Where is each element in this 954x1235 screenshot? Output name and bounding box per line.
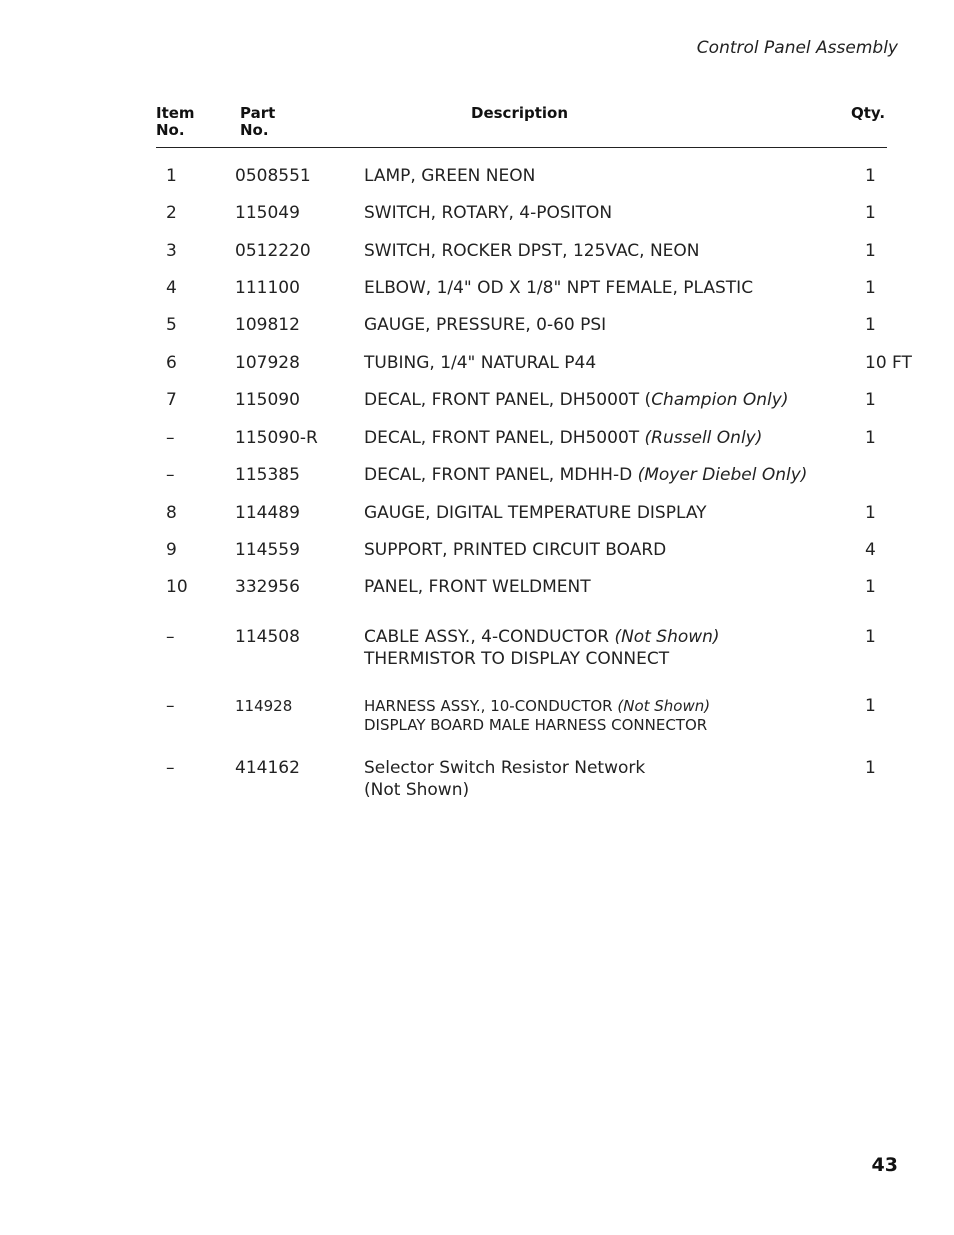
description-main: TUBING, 1/4" NATURAL P44 <box>364 353 597 373</box>
part-number: 0512220 <box>235 241 311 261</box>
page-number: 43 <box>871 1154 898 1176</box>
column-header-item-line2: No. <box>156 121 185 139</box>
item-number: – <box>166 428 175 448</box>
description <box>364 757 645 801</box>
item-number: 7 <box>166 390 177 410</box>
description <box>364 277 753 299</box>
description-main: DECAL, FRONT PANEL, DH5000T ( <box>364 390 652 410</box>
part-number: 0508551 <box>235 166 311 186</box>
part-number: 115090 <box>235 390 300 410</box>
quantity: 1 <box>865 758 876 778</box>
part-number: 107928 <box>235 353 300 373</box>
description-main: ELBOW, 1/4" OD X 1/8" NPT FEMALE, PLASTIC <box>364 278 754 298</box>
description-note: (Not Shown) <box>614 627 720 647</box>
description <box>364 202 612 224</box>
item-number: – <box>166 465 175 485</box>
part-number: 115090-R <box>235 428 318 448</box>
item-number: – <box>166 758 175 778</box>
description-main: SUPPORT, PRINTED CIRCUIT BOARD <box>364 540 667 560</box>
part-number: 114489 <box>235 503 300 523</box>
part-number: 115049 <box>235 203 300 223</box>
quantity: 10 FT <box>865 353 912 373</box>
quantity: 1 <box>865 241 876 261</box>
description <box>364 576 591 598</box>
description-main: Selector Switch Resistor Network <box>364 758 646 778</box>
description-line2: DISPLAY BOARD MALE HARNESS CONNECTOR <box>364 716 708 734</box>
description <box>364 240 700 262</box>
part-number: 114508 <box>235 627 300 647</box>
column-header-part-line1: Part <box>240 104 276 122</box>
column-header-qty: Qty. <box>851 104 886 122</box>
description <box>364 352 596 374</box>
quantity: 1 <box>865 315 876 335</box>
item-number: – <box>166 627 175 647</box>
description <box>364 427 762 449</box>
description <box>364 697 710 735</box>
column-header-description: Description <box>471 104 569 122</box>
description-main: SWITCH, ROTARY, 4-POSITON <box>364 203 613 223</box>
header-rule <box>156 147 887 148</box>
item-number: 4 <box>166 278 177 298</box>
description <box>364 165 535 187</box>
description-note: (Russell Only) <box>644 428 763 448</box>
description-main: DECAL, FRONT PANEL, DH5000T <box>364 428 645 448</box>
item-number: 2 <box>166 203 177 223</box>
quantity: 1 <box>865 503 876 523</box>
quantity: 1 <box>865 577 876 597</box>
description-main: LAMP, GREEN NEON <box>364 166 536 186</box>
description-main: DECAL, FRONT PANEL, MDHH-D <box>364 465 638 485</box>
description-main: HARNESS ASSY., 10-CONDUCTOR <box>364 697 618 715</box>
running-head: Control Panel Assembly <box>696 38 898 58</box>
column-header-item <box>156 105 195 139</box>
description <box>364 626 720 670</box>
description <box>364 539 666 561</box>
part-number: 109812 <box>235 315 300 335</box>
item-number: 9 <box>166 540 177 560</box>
column-header-item-line1: Item <box>156 104 195 122</box>
description-note: (Moyer Diebel Only) <box>637 465 808 485</box>
description-note: Champion Only) <box>651 390 789 410</box>
quantity: 1 <box>865 428 876 448</box>
part-number: 115385 <box>235 465 300 485</box>
description-main: GAUGE, PRESSURE, 0-60 PSI <box>364 315 607 335</box>
description-main: PANEL, FRONT WELDMENT <box>364 577 591 597</box>
quantity: 4 <box>865 540 876 560</box>
quantity: 1 <box>865 203 876 223</box>
item-number: 1 <box>166 166 177 186</box>
part-number: 414162 <box>235 758 300 778</box>
description-note: (Not Shown) <box>617 697 711 715</box>
part-number: 111100 <box>235 278 300 298</box>
description-line2: (Not Shown) <box>364 780 470 800</box>
quantity: 1 <box>865 390 876 410</box>
item-number: 5 <box>166 315 177 335</box>
quantity: 1 <box>865 278 876 298</box>
quantity: 1 <box>865 627 876 647</box>
part-number: 114928 <box>235 697 293 715</box>
part-number: 114559 <box>235 540 300 560</box>
description-main: SWITCH, ROCKER DPST, 125VAC, NEON <box>364 241 700 261</box>
column-header-part-line2: No. <box>240 121 269 139</box>
column-header-part <box>240 105 275 139</box>
item-number: – <box>166 696 175 716</box>
quantity: 1 <box>865 166 876 186</box>
item-number: 8 <box>166 503 177 523</box>
quantity: 1 <box>865 696 876 716</box>
description <box>364 464 807 486</box>
description-line2: THERMISTOR TO DISPLAY CONNECT <box>364 649 670 669</box>
item-number: 10 <box>166 577 188 597</box>
part-number: 332956 <box>235 577 300 597</box>
description-main: CABLE ASSY., 4-CONDUCTOR <box>364 627 615 647</box>
description-main: GAUGE, DIGITAL TEMPERATURE DISPLAY <box>364 503 707 523</box>
description <box>364 314 606 336</box>
description <box>364 502 707 524</box>
description <box>364 389 788 411</box>
item-number: 6 <box>166 353 177 373</box>
item-number: 3 <box>166 241 177 261</box>
